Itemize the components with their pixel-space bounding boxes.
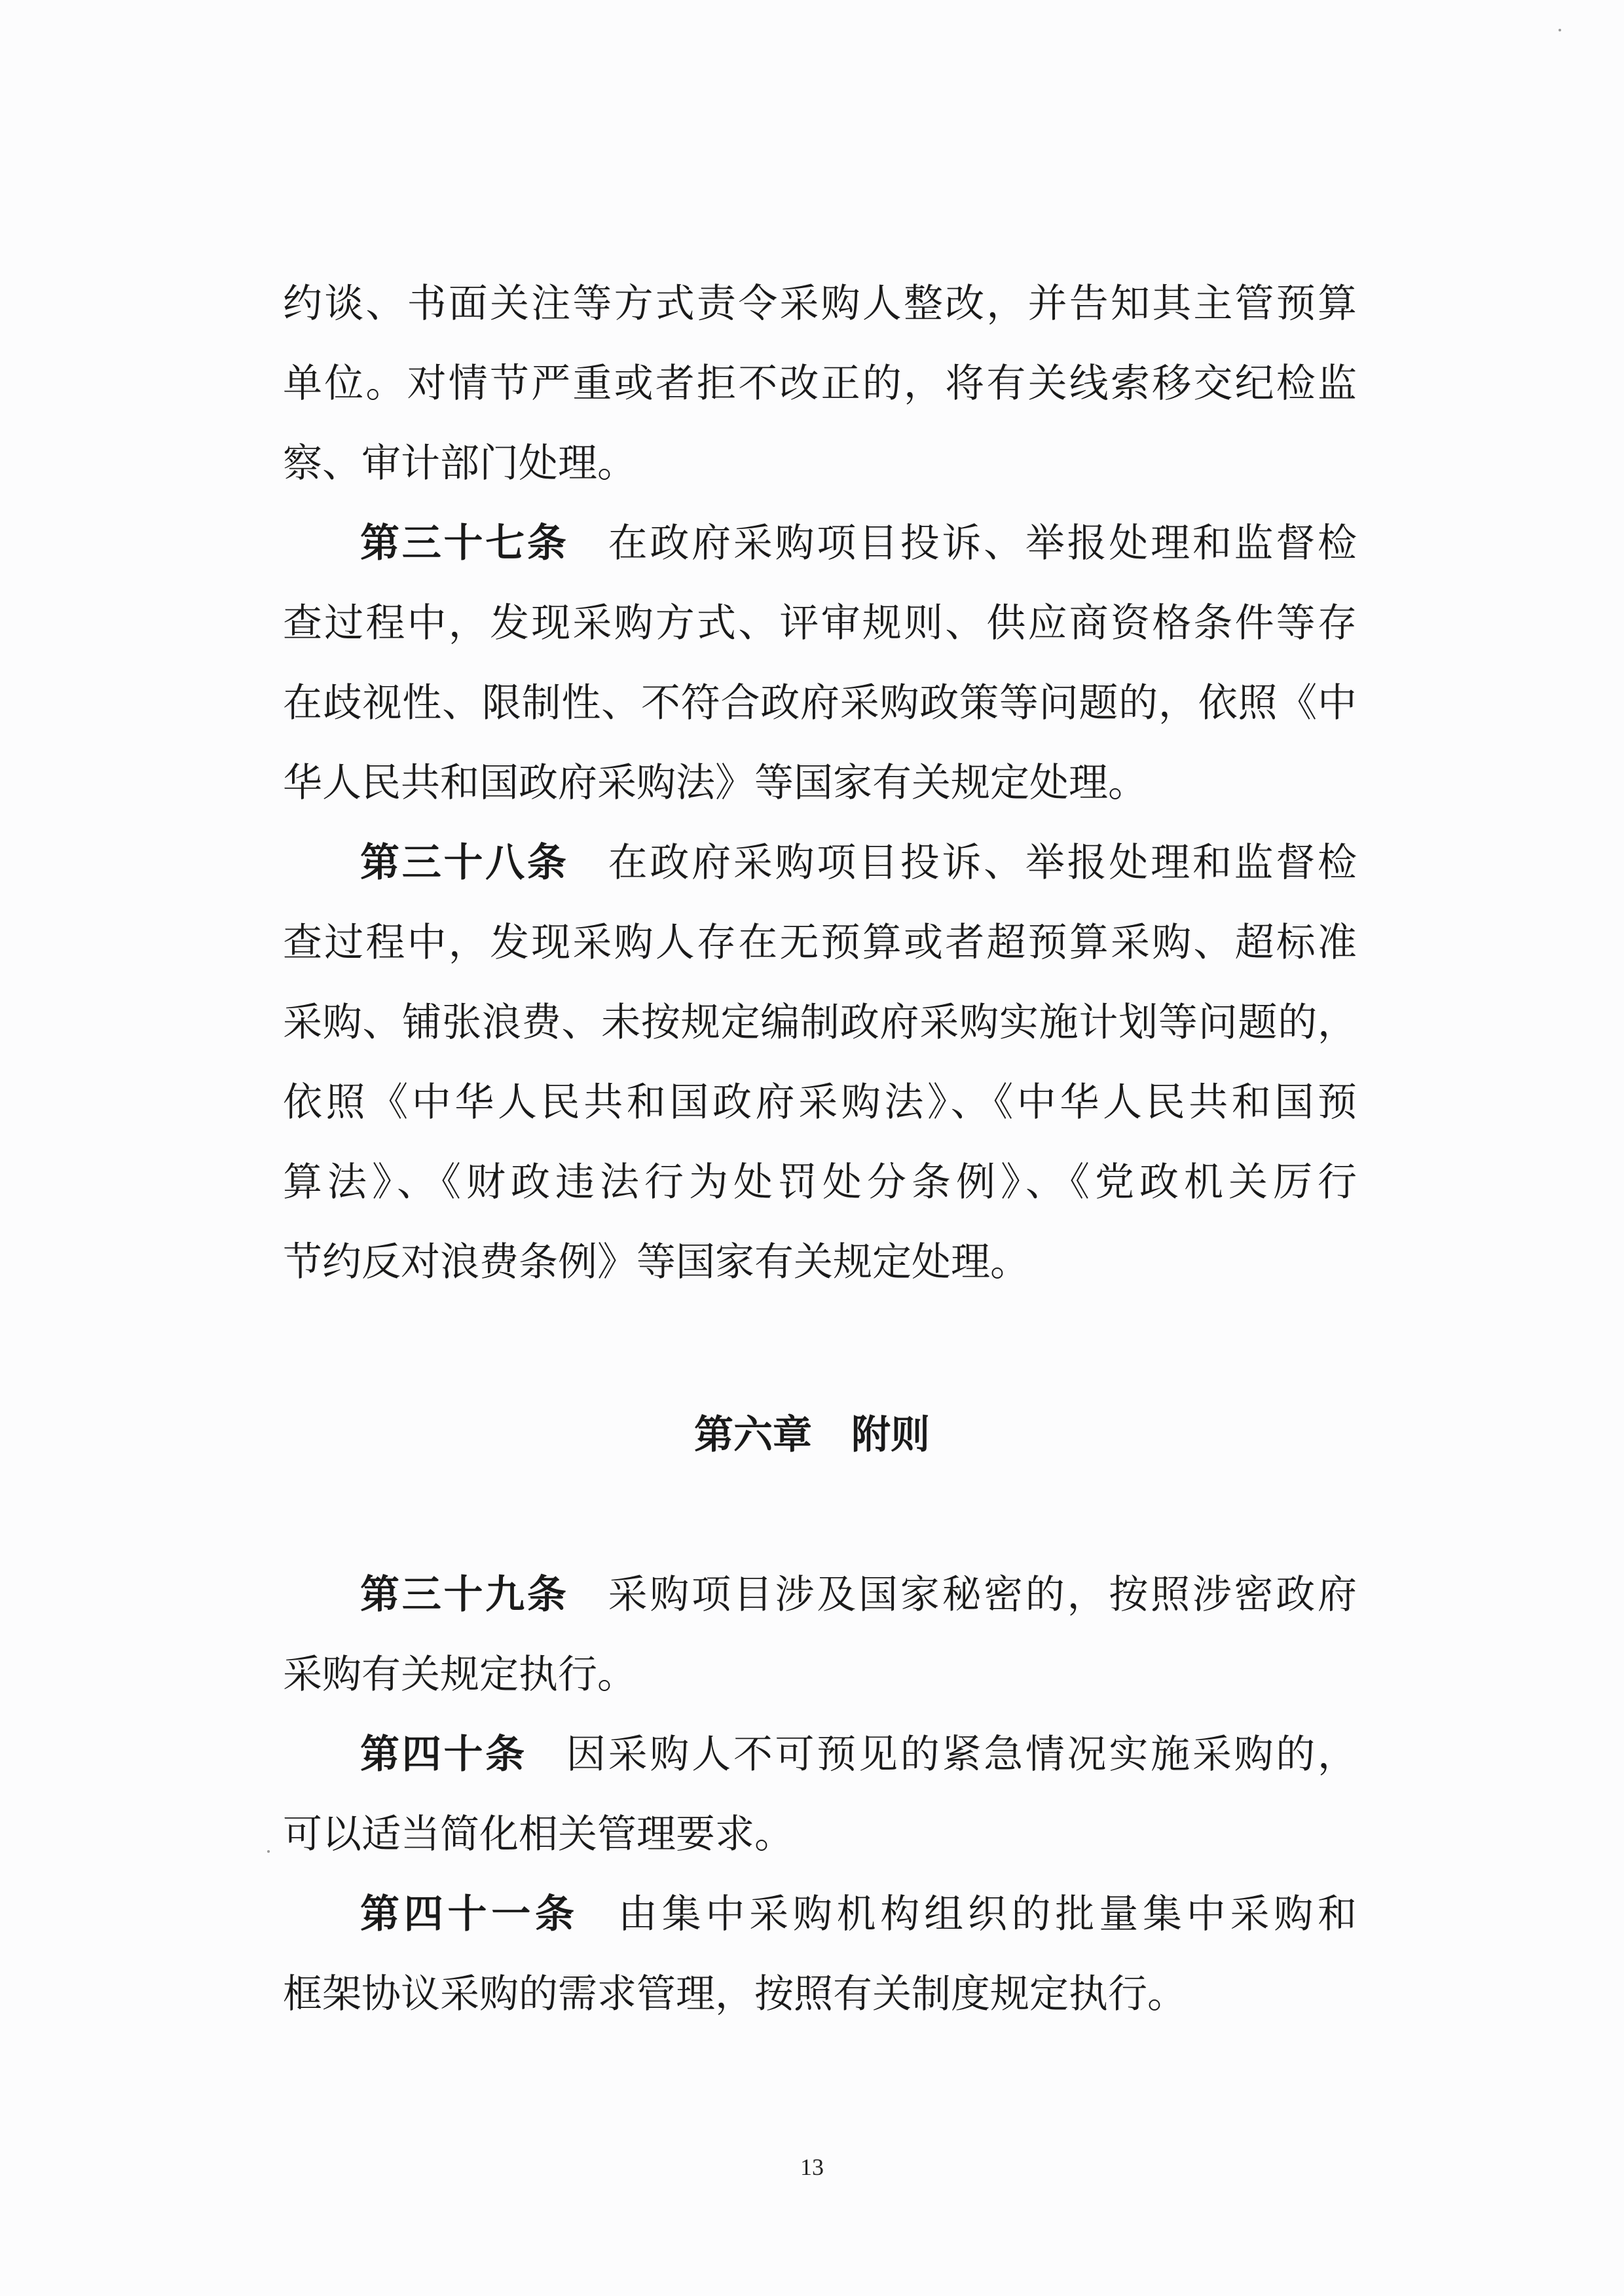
- article-38-first-line: [360, 837, 1357, 889]
- paragraph-line: 节约反对浪费条例》等国家有关规定处理。: [283, 1239, 1029, 1285]
- chapter-title: 附则: [851, 1412, 930, 1458]
- article-38-title: 第三十八条: [360, 840, 569, 886]
- article-40-first-line: [360, 1728, 1357, 1781]
- article-41-title: 第四十一条: [360, 1891, 579, 1937]
- paragraph-line: 算法》、《财政违法行为处罚处分条例》、《党政机关厉行: [283, 1159, 1357, 1205]
- page-number: 13: [800, 2154, 824, 2180]
- article-40-text: 因采购人不可预见的紧急情况实施采购的，: [566, 1732, 1357, 1777]
- article-41-first-line: [360, 1888, 1357, 1941]
- paragraph-line: 察、审计部门处理。: [283, 441, 637, 486]
- chapter-number: 第六章: [694, 1412, 812, 1458]
- scan-speck: [1559, 29, 1561, 31]
- paragraph-line: 采购、铺张浪费、未按规定编制政府采购实施计划等问题的，: [283, 1000, 1357, 1046]
- article-40-title: 第四十条: [360, 1732, 527, 1777]
- article-39-first-line: [360, 1569, 1357, 1621]
- article-37-first-line: [360, 517, 1357, 570]
- article-41-text: 由集中采购机构组织的批量集中采购和: [618, 1891, 1357, 1937]
- paragraph-line: 查过程中，发现采购人存在无预算或者超预算采购、超标准: [283, 920, 1357, 966]
- paragraph-line: 在歧视性、限制性、不符合政府采购政策等问题的，依照《中: [283, 680, 1357, 726]
- article-37-text: 在政府采购项目投诉、举报处理和监督检: [608, 520, 1357, 566]
- paragraph-line: 查过程中，发现采购方式、评审规则、供应商资格条件等存: [283, 600, 1357, 646]
- chapter-heading: [0, 1409, 1624, 1461]
- paragraph-line: 依照《中华人民共和国政府采购法》、《中华人民共和国预: [283, 1080, 1357, 1125]
- article-37-title: 第三十七条: [360, 520, 569, 566]
- paragraph-line: 框架协议采购的需求管理，按照有关制度规定执行。: [283, 1971, 1187, 2017]
- paragraph-line: 单位。对情节严重或者拒不改正的，将有关线索移交纪检监: [283, 361, 1357, 407]
- paragraph-line: 约谈、书面关注等方式责令采购人整改，并告知其主管预算: [283, 281, 1357, 327]
- paragraph-line: 华人民共和国政府采购法》等国家有关规定处理。: [283, 760, 1147, 806]
- paragraph-line: 采购有关规定执行。: [283, 1652, 637, 1698]
- article-39-title: 第三十九条: [360, 1572, 569, 1618]
- article-38-text: 在政府采购项目投诉、举报处理和监督检: [608, 840, 1357, 886]
- article-39-text: 采购项目涉及国家秘密的，按照涉密政府: [608, 1572, 1357, 1618]
- paragraph-line: 可以适当简化相关管理要求。: [283, 1812, 794, 1857]
- scan-speck: [267, 1850, 270, 1853]
